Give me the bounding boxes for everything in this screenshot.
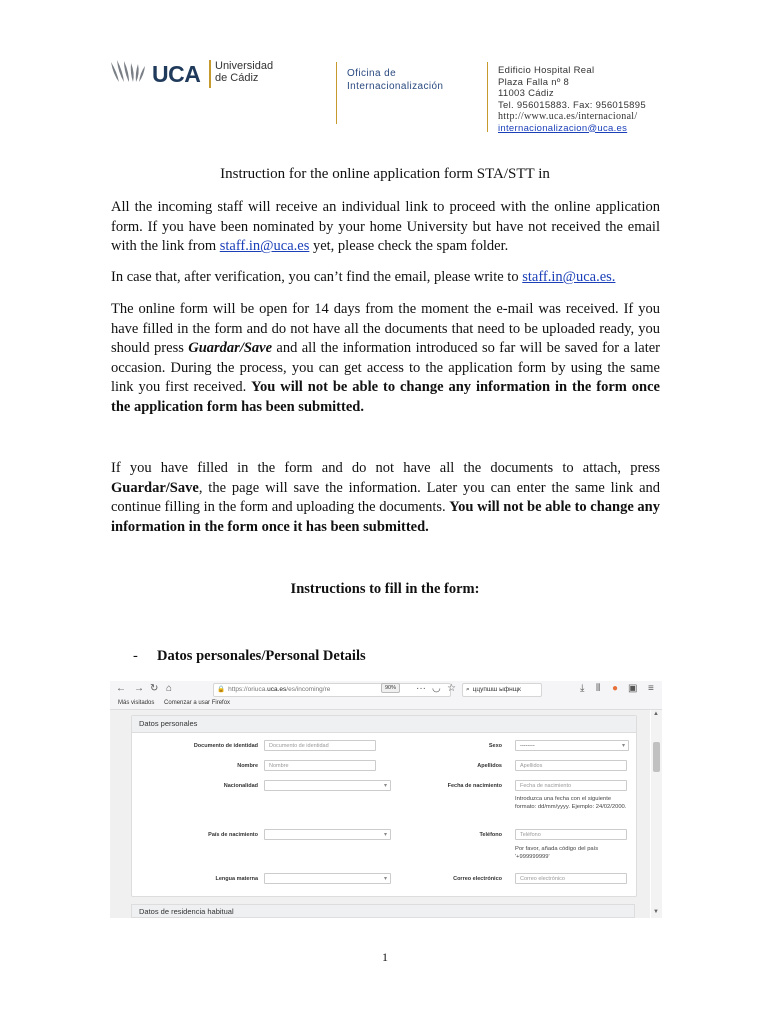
page-content — [110, 710, 650, 918]
scroll-down-icon[interactable]: ▼ — [653, 909, 659, 915]
star-icon[interactable]: ☆ — [447, 683, 456, 694]
nacionalidad-label: Nacionalidad — [223, 783, 258, 789]
scrollbar-thumb[interactable] — [653, 742, 660, 772]
telefono-input[interactable]: Teléfono — [515, 829, 627, 840]
p4-text-b: , the page will save the information. Later you can enter the same link and continue filling in the form and uploading the documents. — [111, 479, 660, 516]
documento-input[interactable]: Documento de identidad — [264, 740, 376, 751]
bullet-label: Datos personales/Personal Details — [157, 648, 366, 664]
apellidos-input[interactable]: Apellidos — [515, 760, 627, 771]
paragraph-contact — [111, 268, 660, 288]
p3-text-a: The online form will be open for 14 days from the moment the e-mail was received. If you have filled in the form and do not have all the documents that need to be uploaded ready, you should press — [111, 301, 660, 357]
menu-icon[interactable]: ≡ — [648, 683, 654, 694]
apellidos-label: Apellidos — [477, 763, 502, 769]
personal-data-title: Datos personales — [132, 716, 636, 733]
bookmark-getting-started[interactable]: Comenzar a usar Firefox — [164, 700, 231, 706]
lengua-label: Lengua materna — [215, 876, 258, 882]
fecha-input[interactable]: Fecha de nacimiento — [515, 780, 627, 791]
correo-label: Correo electrónico — [453, 876, 502, 882]
p1-text-end: yet, please check the spam folder. — [309, 238, 509, 255]
bookmark-most-visited[interactable]: Más visitados — [118, 700, 155, 706]
office-address — [498, 65, 646, 134]
more-icon[interactable]: ··· — [416, 683, 426, 694]
university-line-2: de Cádiz — [215, 72, 259, 84]
address-line: Edificio Hospital Real — [498, 65, 595, 76]
url-domain: uca.es — [267, 686, 287, 693]
url-prefix: https://oriuca. — [228, 686, 268, 693]
uca-emblem-icon — [109, 58, 151, 84]
documento-label: Documento de identidad — [193, 743, 258, 749]
paragraph-form-open — [111, 300, 660, 418]
telefono-help: Por favor, añada código del país '+999999999' — [515, 846, 599, 861]
uca-logo — [109, 58, 279, 92]
instructions-heading: Instructions to fill in the form: — [290, 581, 480, 597]
library-icon[interactable]: ⫴ — [596, 683, 601, 694]
url-path: /es/incoming/re — [286, 686, 331, 693]
bullet-dash: - — [133, 648, 138, 664]
paragraph-save — [111, 459, 660, 537]
office-email-link[interactable]: internacionalizacion@uca.es — [498, 122, 628, 134]
zoom-level[interactable]: 90% — [381, 683, 400, 693]
nombre-label: Nombre — [237, 763, 258, 769]
form-screenshot — [110, 681, 662, 918]
sexo-label: Sexo — [488, 743, 502, 749]
office-website[interactable]: http://www.uca.es/internacional/ — [498, 111, 638, 122]
logo-divider — [209, 60, 211, 88]
guardar-save-emphasis: Guardar/Save — [188, 340, 273, 357]
sexo-select[interactable]: -------- ▾ — [515, 740, 629, 751]
page-scrollbar[interactable] — [651, 710, 662, 918]
lengua-select[interactable] — [264, 873, 391, 884]
university-name — [215, 60, 273, 84]
p3-text-b: and all the information introduced so far will be saved for a later occasion. During the process, you can get access to the application form by using the same link you first received. — [111, 340, 660, 396]
letterhead-divider-1 — [336, 62, 337, 124]
nombre-input[interactable]: Nombre — [264, 760, 376, 771]
document-title: Instruction for the online application form STA/STT in — [220, 166, 550, 182]
back-icon[interactable]: ← — [116, 683, 126, 694]
bookmarks-bar — [110, 698, 662, 710]
address-line: Plaza Falla nº 8 — [498, 76, 570, 88]
address-line: 11003 Cádiz — [498, 88, 554, 99]
fecha-label: Fecha de nacimiento — [447, 783, 502, 789]
correo-input[interactable]: Correo electrónico — [515, 873, 627, 884]
reload-icon[interactable]: ↻ — [150, 683, 159, 694]
p3-warning: You will not be able to change any information in the form once the application form has been submitted. — [111, 379, 660, 415]
personal-data-panel — [131, 715, 637, 897]
lock-icon: 🔒 — [217, 686, 226, 693]
search-box[interactable] — [462, 683, 542, 697]
p4-text-a: If you have filled in the form and do not have all the documents to attach, press — [111, 460, 660, 476]
telefono-label: Teléfono — [479, 832, 502, 838]
p4-warning: You will not be able to change any information in the form once it has been submitted. — [111, 499, 660, 535]
residence-panel-title: Datos de residencia habitual — [131, 904, 635, 918]
sidebar-icon[interactable]: ▣ — [628, 683, 638, 694]
office-line-2: Internacionalización — [347, 81, 444, 92]
account-icon[interactable]: ● — [612, 683, 619, 694]
paragraph-incoming-link — [111, 198, 660, 257]
fecha-help: Introduzca una fecha con el siguiente formato: dd/mm/yyyy. Ejemplo: 24/02/2000. — [515, 796, 627, 811]
p4-guardar-save: Guardar/Save — [111, 479, 199, 496]
university-line-1: Universidad — [215, 60, 274, 72]
office-line-1: Oficina de — [347, 68, 397, 79]
forward-icon[interactable]: → — [134, 683, 144, 694]
staff-email-link[interactable]: staff.in@uca.es — [219, 238, 310, 255]
home-icon[interactable]: ⌂ — [166, 683, 173, 694]
scroll-up-icon[interactable]: ▲ — [653, 711, 659, 717]
pais-select[interactable] — [264, 829, 391, 840]
pais-label: País de nacimiento — [208, 832, 258, 838]
pocket-icon[interactable]: ◡ — [432, 683, 441, 694]
nacionalidad-select[interactable] — [264, 780, 391, 791]
p1-text: All the incoming staff will receive an individual link to proceed with the online application form. If you have been nominated by your home University but have not received the email with the link from — [111, 199, 660, 255]
staff-email-link-2[interactable]: staff.in@uca.es. — [522, 269, 616, 285]
p2-text: In case that, after verification, you can’t find the email, please write to — [111, 269, 523, 285]
search-text: ццупшш ыфнщк — [472, 686, 521, 693]
browser-toolbar — [110, 681, 662, 698]
office-name — [347, 67, 443, 93]
search-icon: ⌕ — [466, 686, 470, 693]
page-number: 1 — [382, 950, 388, 964]
letterhead-divider-2 — [487, 62, 488, 132]
download-icon[interactable]: ⤓ — [580, 683, 585, 694]
address-line: Tel. 956015883. Fax: 956015895 — [498, 99, 646, 111]
uca-acronym: UCA — [152, 61, 201, 87]
bullet-personal-details — [133, 648, 366, 665]
